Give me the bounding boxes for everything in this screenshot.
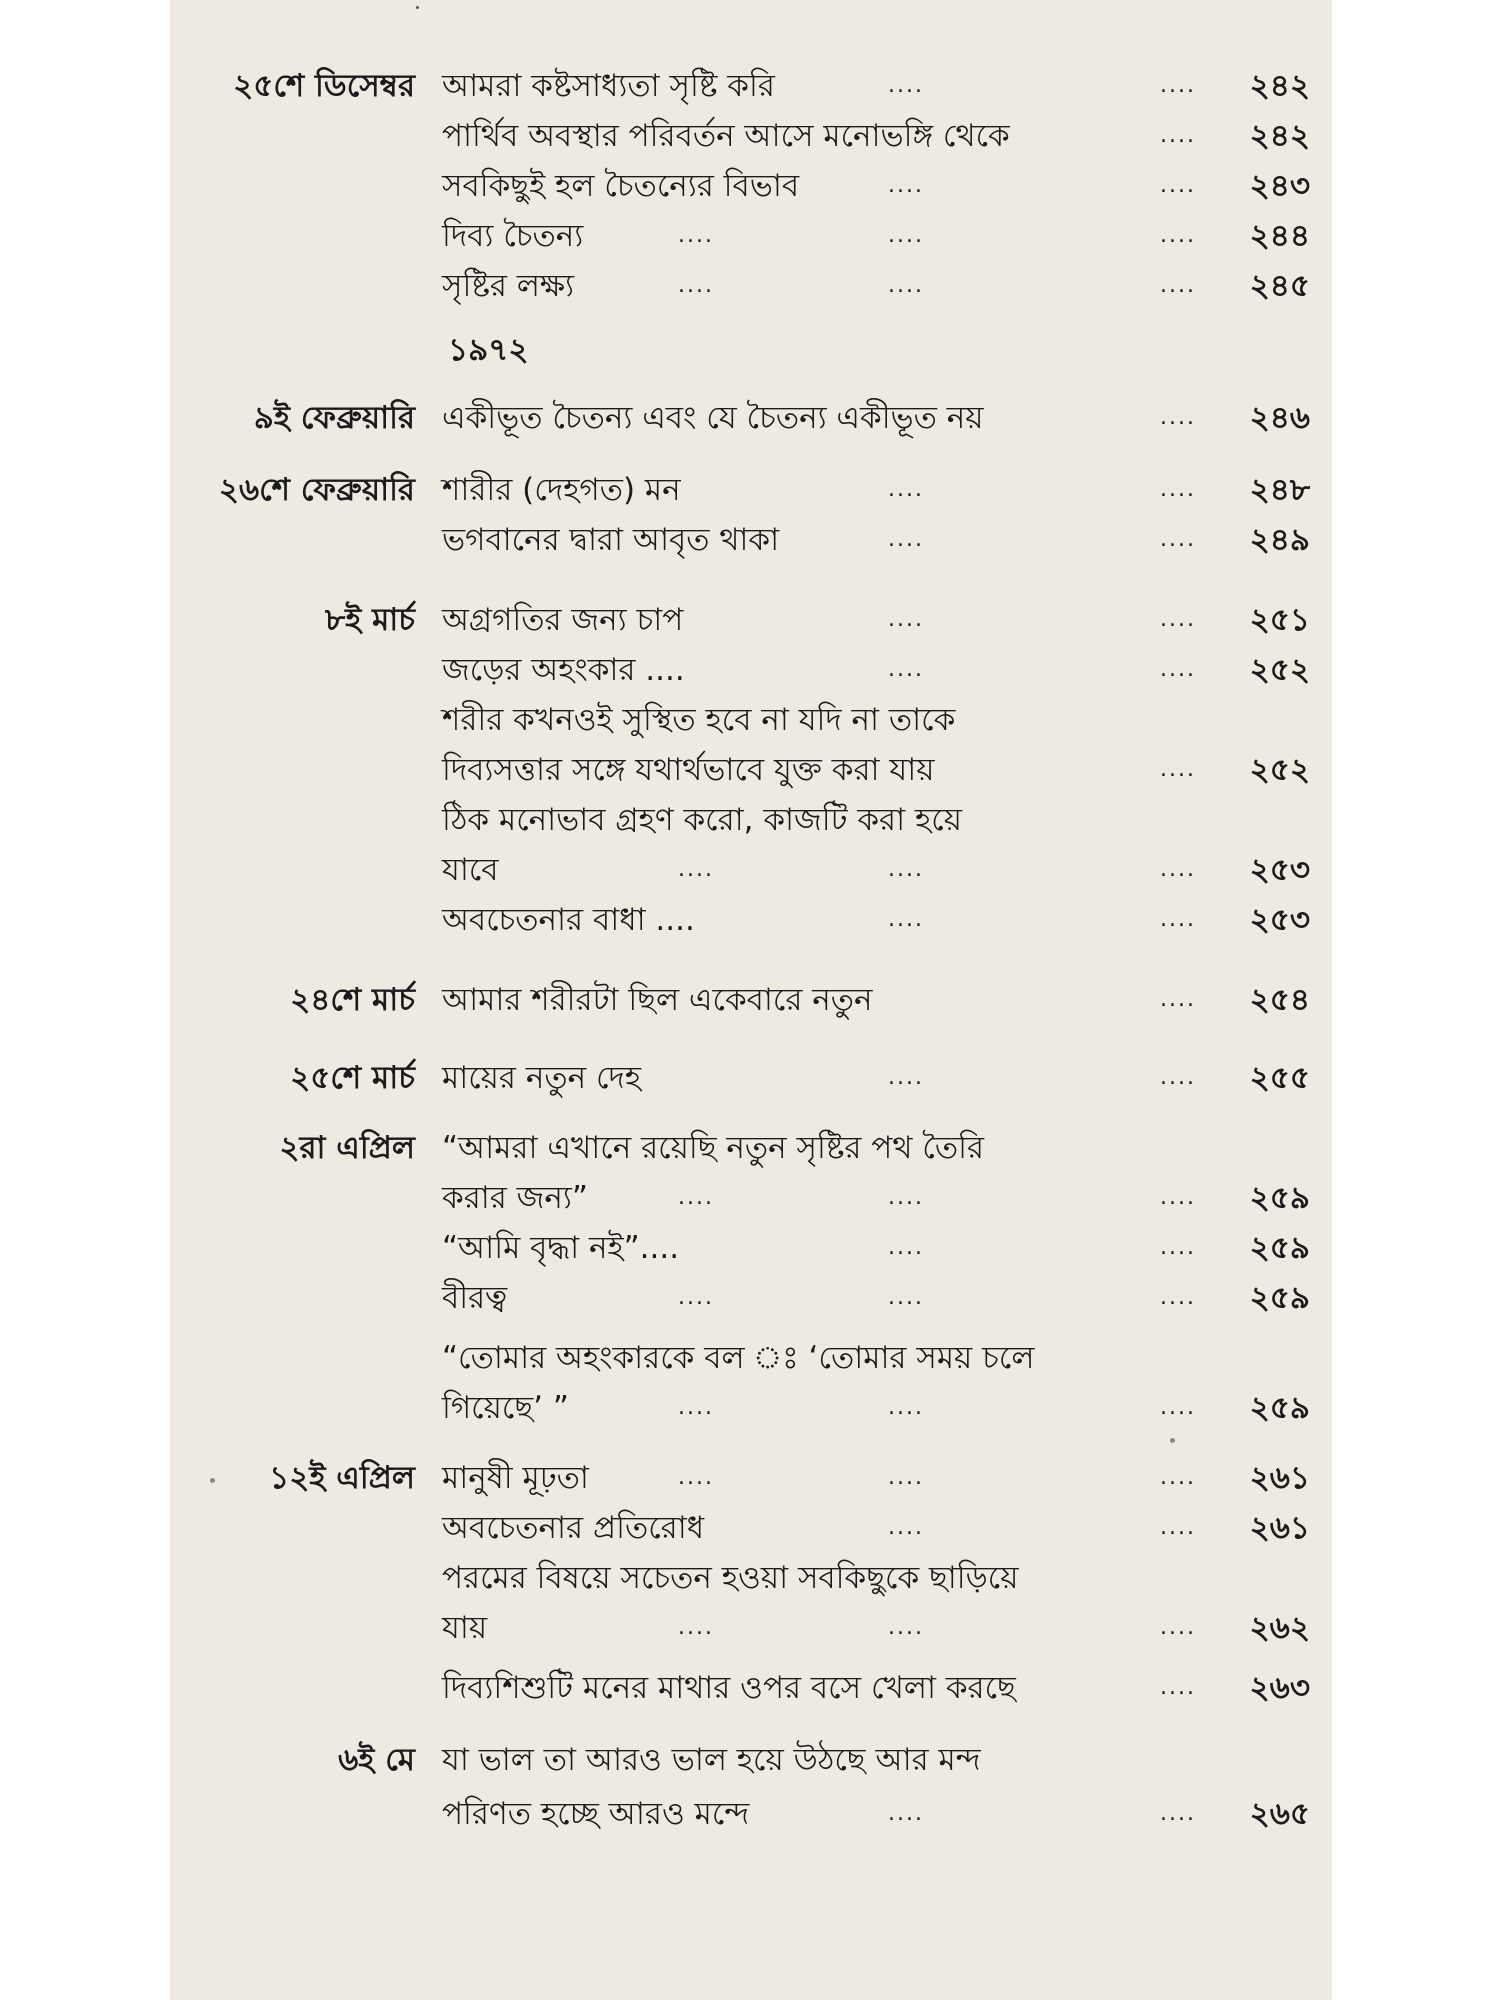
page-number: ২৫৪	[1249, 982, 1310, 1018]
entry-date: ৮ই মার্চ	[325, 602, 415, 638]
entry-title: অবচেতনার বাধা ....	[442, 902, 695, 938]
leader-dots: ....	[1160, 1065, 1196, 1090]
leader-dots: ....	[1160, 477, 1196, 502]
table-of-contents	[170, 0, 1332, 2000]
entry-title: দিব্য চৈতন্য	[442, 218, 584, 254]
entry-title: একীভূত চৈতন্য এবং যে চৈতন্য একীভূত নয়	[442, 400, 984, 436]
page-number: ২৪২	[1249, 68, 1310, 104]
leader-dots: ....	[888, 857, 924, 882]
page-number: ২৪৪	[1249, 218, 1310, 254]
entry-title: যায়	[442, 1610, 488, 1646]
leader-dots: ....	[678, 1465, 714, 1490]
leader-dots: ....	[1160, 607, 1196, 632]
page-number: ২৪৩	[1249, 168, 1310, 204]
leader-dots: ....	[1160, 757, 1196, 782]
entry-title: শরীর কখনওই সুস্থিত হবে না যদি না তাকে	[442, 702, 956, 738]
entry-date: ২৬শে ফেব্রুয়ারি	[218, 472, 415, 508]
year-heading: ১৯৭২	[448, 332, 529, 368]
page-number: ২৬২	[1249, 1610, 1310, 1646]
leader-dots: ....	[888, 1615, 924, 1640]
leader-dots: ....	[1160, 123, 1196, 148]
leader-dots: ....	[888, 907, 924, 932]
leader-dots: ....	[888, 1235, 924, 1260]
leader-dots: ....	[1160, 1285, 1196, 1310]
leader-dots: ....	[1160, 73, 1196, 98]
leader-dots: ....	[888, 477, 924, 502]
leader-dots: ....	[1160, 405, 1196, 430]
page-number: ২৫২	[1249, 752, 1310, 788]
leader-dots: ....	[1160, 657, 1196, 682]
leader-dots: ....	[1160, 1675, 1196, 1700]
entry-title: “তোমার অহংকারকে বল ঃ ‘তোমার সময় চলে	[442, 1340, 1035, 1376]
leader-dots: ....	[888, 1801, 924, 1826]
leader-dots: ....	[888, 527, 924, 552]
entry-date: ২৫শে ডিসেম্বর	[233, 68, 415, 104]
entry-title: শারীর (দেহগত) মন	[442, 472, 681, 508]
leader-dots: ....	[1160, 173, 1196, 198]
page-number: ২৫৯	[1249, 1180, 1310, 1216]
leader-dots: ....	[1160, 527, 1196, 552]
entry-title: যাবে	[442, 852, 499, 888]
entry-date: ১২ই এপ্রিল	[269, 1460, 415, 1496]
page-number: ২৪৯	[1249, 522, 1310, 558]
entry-title: পার্থিব অবস্থার পরিবর্তন আসে মনোভঙ্গি থেকে	[442, 118, 1010, 154]
page-number: ২৫৯	[1249, 1230, 1310, 1266]
leader-dots: ....	[888, 223, 924, 248]
print-speck	[210, 1478, 215, 1483]
leader-dots: ....	[888, 1515, 924, 1540]
entry-title: ভগবানের দ্বারা আবৃত থাকা	[442, 522, 780, 558]
page-number: ২৫৫	[1249, 1060, 1310, 1096]
page-number: ২৫৯	[1249, 1390, 1310, 1426]
page-number: ২৫৯	[1249, 1280, 1310, 1316]
entry-title: মায়ের নতুন দেহ	[442, 1060, 642, 1096]
entry-title: মানুষী মূঢ়তা	[442, 1460, 589, 1496]
entry-title: জড়ের অহংকার ....	[442, 652, 685, 688]
leader-dots: ....	[678, 1185, 714, 1210]
entry-date: ২৪শে মার্চ	[290, 982, 415, 1018]
leader-dots: ....	[888, 273, 924, 298]
entry-title: যা ভাল তা আরও ভাল হয়ে উঠছে আর মন্দ	[442, 1742, 981, 1778]
leader-dots: ....	[1160, 1801, 1196, 1826]
entry-title: করার জন্য”	[442, 1180, 588, 1216]
leader-dots: ....	[888, 1395, 924, 1420]
leader-dots: ....	[1160, 1465, 1196, 1490]
leader-dots: ....	[678, 273, 714, 298]
entry-title: গিয়েছে’ ”	[442, 1390, 569, 1426]
leader-dots: ....	[1160, 273, 1196, 298]
leader-dots: ....	[888, 1185, 924, 1210]
entry-date: ৯ই ফেব্রুয়ারি	[253, 400, 415, 436]
leader-dots: ....	[888, 657, 924, 682]
entry-title: আমার শরীরটা ছিল একেবারে নতুন	[442, 982, 873, 1018]
leader-dots: ....	[888, 1285, 924, 1310]
leader-dots: ....	[678, 1395, 714, 1420]
entry-date: ২রা এপ্রিল	[279, 1130, 415, 1166]
leader-dots: ....	[888, 73, 924, 98]
entry-title: সবকিছুই হল চৈতন্যের বিভাব	[442, 168, 800, 204]
leader-dots: ....	[678, 223, 714, 248]
leader-dots: ....	[678, 1285, 714, 1310]
page-number: ২৫৩	[1249, 852, 1310, 888]
entry-title: দিব্যসত্তার সঙ্গে যথার্থভাবে যুক্ত করা যায়	[442, 752, 935, 788]
entry-date: ৬ই মে	[338, 1742, 415, 1778]
leader-dots: ....	[888, 173, 924, 198]
page-number: ২৫১	[1249, 602, 1310, 638]
entry-title: সৃষ্টির লক্ষ্য	[442, 268, 575, 304]
leader-dots: ....	[678, 857, 714, 882]
page-number: ২৫২	[1249, 652, 1310, 688]
page-number: ২৪৫	[1249, 268, 1310, 304]
entry-title: আমরা কষ্টসাধ্যতা সৃষ্টি করি	[442, 68, 775, 104]
page-number: ২৪৬	[1249, 400, 1310, 436]
print-speck	[1170, 1438, 1175, 1443]
leader-dots: ....	[1160, 1395, 1196, 1420]
leader-dots: ....	[1160, 907, 1196, 932]
entry-title: ঠিক মনোভাব গ্রহণ করো, কাজটি করা হয়ে	[442, 802, 962, 838]
leader-dots: ....	[1160, 857, 1196, 882]
page-number: ২৫৩	[1249, 902, 1310, 938]
leader-dots: ....	[1160, 1615, 1196, 1640]
leader-dots: ....	[1160, 1235, 1196, 1260]
entry-date: ২৫শে মার্চ	[290, 1060, 415, 1096]
leader-dots: ....	[1160, 987, 1196, 1012]
leader-dots: ....	[1160, 1515, 1196, 1540]
leader-dots: ....	[678, 1615, 714, 1640]
entry-title: “আমি বৃদ্ধা নই”....	[442, 1230, 680, 1266]
book-page	[170, 0, 1332, 2000]
leader-dots: ....	[1160, 1185, 1196, 1210]
entry-title: “আমরা এখানে রয়েছি নতুন সৃষ্টির পথ তৈরি	[442, 1130, 984, 1166]
page-number: ২৬৫	[1249, 1796, 1310, 1832]
page-number: ২৪৮	[1249, 472, 1310, 508]
leader-dots: ....	[888, 1465, 924, 1490]
entry-title: অবচেতনার প্রতিরোধ	[442, 1510, 705, 1546]
page-number: ২৬১	[1249, 1510, 1310, 1546]
page-number: ২৬১	[1249, 1460, 1310, 1496]
entry-title: বীরত্ব	[442, 1280, 508, 1316]
entry-title: পরিণত হচ্ছে আরও মন্দে	[442, 1796, 750, 1832]
leader-dots: ....	[888, 607, 924, 632]
page-number: ২৪২	[1249, 118, 1310, 154]
entry-title: অগ্রগতির জন্য চাপ	[442, 602, 684, 638]
page-number: ২৬৩	[1249, 1670, 1310, 1706]
leader-dots: ....	[888, 1065, 924, 1090]
entry-title: দিব্যশিশুটি মনের মাথার ওপর বসে খেলা করছে	[442, 1670, 1016, 1706]
entry-title: পরমের বিষয়ে সচেতন হওয়া সবকিছুকে ছাড়িয়ে	[442, 1560, 1019, 1596]
leader-dots: ....	[1160, 223, 1196, 248]
